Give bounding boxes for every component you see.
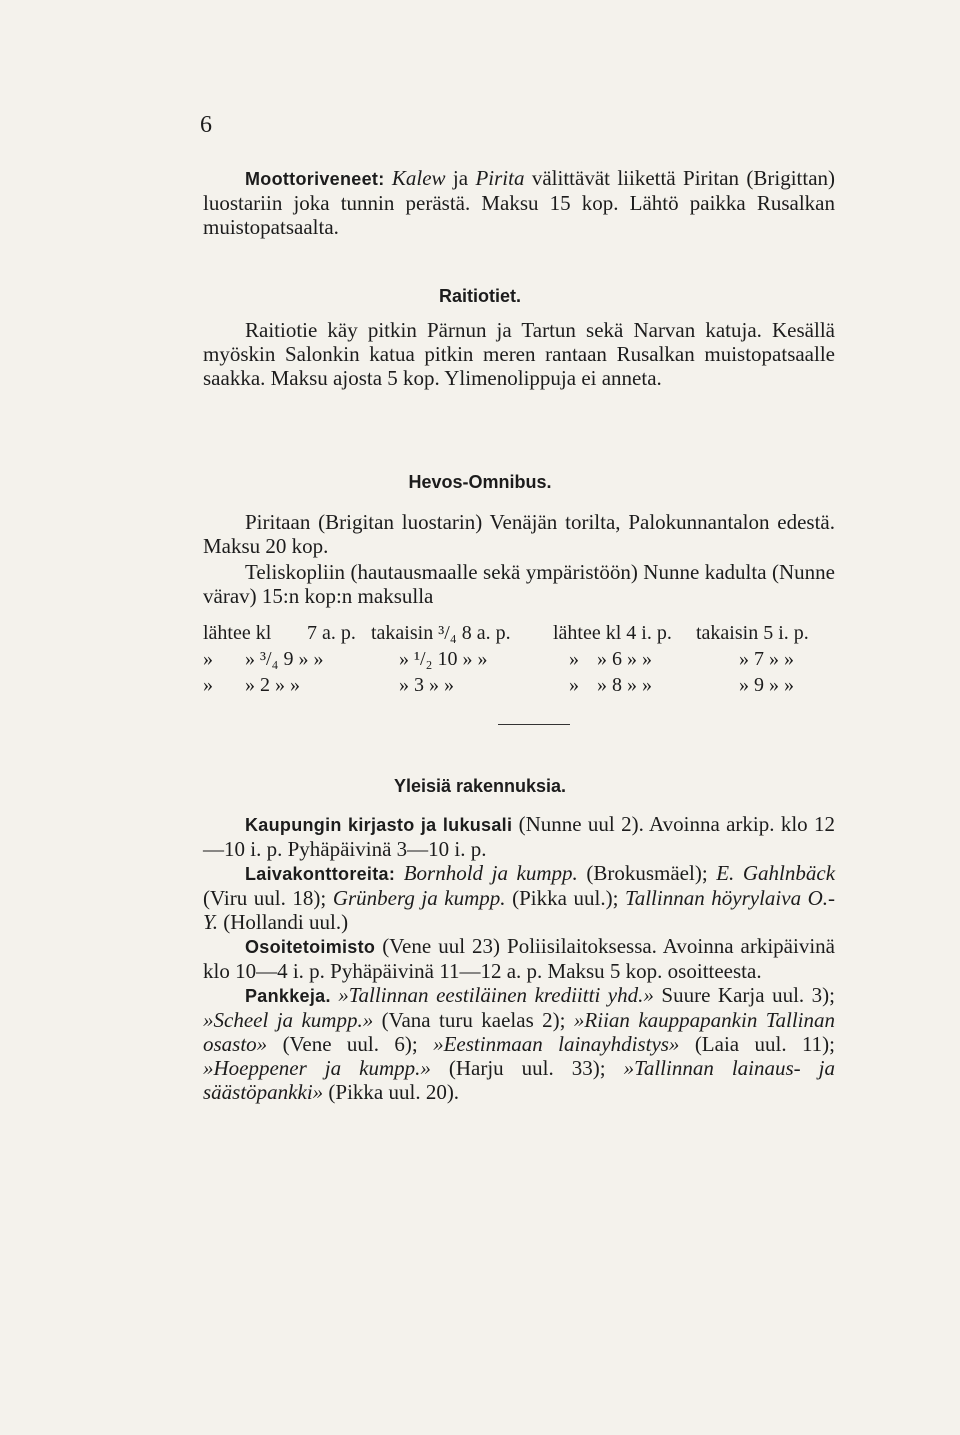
moottoriveneet-label: Moottoriveneet: (245, 169, 385, 189)
bank-name: »Eestinmaan lainayhdistys» (433, 1032, 680, 1056)
timetable-cell: » 9 » » (739, 674, 794, 696)
osoitetoimisto-label: Osoitetoimisto (245, 937, 376, 957)
timetable-row-3 (203, 674, 835, 698)
section-raitiotiet (203, 318, 835, 390)
timetable-cell: » 8 » » (597, 674, 652, 696)
pankkeja-label: Pankkeja. (245, 986, 331, 1006)
bank-name: »Riian kauppapankin Tallinan osasto» (203, 1008, 835, 1056)
bank-address: (Laia uul. 11); (694, 1032, 835, 1056)
bank-address: (Vana turu kaelas 2); (381, 1008, 566, 1032)
boat-name-pirita: Pirita (475, 166, 525, 190)
timetable-row-1 (203, 622, 835, 646)
timetable-cell: » 3 » » (399, 674, 454, 696)
bank-address: Suure Karja uul. 3); (661, 983, 836, 1007)
bank-name: »Hoeppener ja kumpp.» (203, 1056, 431, 1080)
timetable-cell: » ³/₄ 9 » » (245, 648, 324, 670)
pankkeja-entry (203, 983, 835, 1104)
office-name: E. Gahlnbäck (716, 861, 836, 885)
timetable-cell: » (569, 674, 579, 696)
section-divider (498, 724, 570, 725)
laivakonttoreita-label: Laivakonttoreita: (245, 864, 396, 884)
moottoriveneet-paragraph (203, 166, 835, 239)
raitiotiet-paragraph: Raitiotie käy pitkin Pärnun ja Tartun sekä Narvan katuja. Kesällä myöskin Salonkin katua pitkin meren rantaan Rusalkan muistopatsaalle saakka. Maksu ajosta 5 kop. Ylimenolippuja ei anneta. (203, 318, 835, 390)
kirjasto-text: (Nunne uul 2). Avoinna arkip. klo 12—10 i. p. Pyhäpäivinä 3—10 i. p. (203, 812, 835, 861)
timetable-cell: » (203, 648, 213, 670)
office-name: Bornhold ja kumpp. (403, 861, 578, 885)
office-address: (Pikka uul.); (512, 886, 619, 910)
bank-address: (Harju uul. 33); (448, 1056, 606, 1080)
timetable-cell: » ¹/₂ 10 » » (399, 648, 488, 670)
omnibus-paragraph-2: Teliskopliin (hautausmaalle sekä ympäristöön) Nunne kadulta (Nunne värav) 15:n kop:n maksulla (203, 560, 835, 608)
office-address: (Hollandi uul.) (223, 910, 349, 934)
heading-omnibus: Hevos-Omnibus. (408, 472, 552, 492)
boat-name-kalew: Kalew (391, 166, 446, 190)
bank-name: »Tallinnan lainaus- ja säästöpankki» (203, 1056, 835, 1104)
conjunction-ja: ja (452, 166, 469, 190)
section-moottoriveneet (203, 166, 835, 239)
osoitetoimisto-text: (Vene uul 23) Poliisilaitoksessa. Avoinna arkipäivinä klo 10—4 i. p. Pyhäpäivinä 11—12 a. p. Maksu 5 kop. osoitteesta. (203, 934, 835, 983)
omnibus-paragraph-1: Piritaan (Brigitan luostarin) Venäjän torilta, Palokunnantalon edestä. Maksu 20 kop. (203, 510, 835, 558)
timetable-row-2 (203, 648, 835, 672)
laivakonttoreita-entry (203, 861, 835, 934)
kirjasto-entry (203, 812, 835, 861)
timetable-cell: 7 a. p. (307, 622, 356, 644)
timetable-cell: takaisin ³/₄ 8 a. p. (371, 622, 511, 644)
timetable-cell: » 7 » » (739, 648, 794, 670)
timetable-cell: » (569, 648, 579, 670)
bank-address: (Pikka uul. 20). (328, 1080, 460, 1104)
heading-rakennuksia: Yleisiä rakennuksia. (393, 776, 567, 796)
office-address: (Brokusmäel); (586, 861, 708, 885)
timetable-cell: » (203, 674, 213, 696)
office-name: Grünberg ja kumpp. (332, 886, 506, 910)
timetable-cell: takaisin 5 i. p. (696, 622, 809, 644)
bank-name: »Scheel ja kumpp.» (203, 1008, 374, 1032)
office-name: Tallinnan höyrylaiva O.-Y. (203, 886, 836, 934)
timetable-cell: » 6 » » (597, 648, 652, 670)
office-address: (Viru uul. 18); (203, 886, 327, 910)
page-number: 6 (200, 112, 212, 138)
moottoriveneet-text: välittävät liikettä Piritan (Brigittan) luostariin joka tunnin perästä. Maksu 15 kop. Lähtö paikka Rusalkan muistopatsaalta. (203, 166, 836, 239)
section-rakennuksia (203, 812, 835, 1104)
timetable-cell: » 2 » » (245, 674, 300, 696)
osoitetoimisto-entry (203, 934, 835, 983)
bank-address: (Vene uul. 6); (282, 1032, 418, 1056)
bank-name: »Tallinnan eestiläinen krediitti yhd.» (338, 983, 654, 1007)
timetable-cell: lähtee kl (203, 622, 272, 644)
kirjasto-label: Kaupungin kirjasto ja lukusali (245, 815, 513, 835)
heading-raitiotiet: Raitiotiet. (438, 286, 521, 306)
omnibus-timetable (203, 622, 835, 698)
section-omnibus (203, 510, 835, 608)
timetable-cell: lähtee kl 4 i. p. (553, 622, 672, 644)
